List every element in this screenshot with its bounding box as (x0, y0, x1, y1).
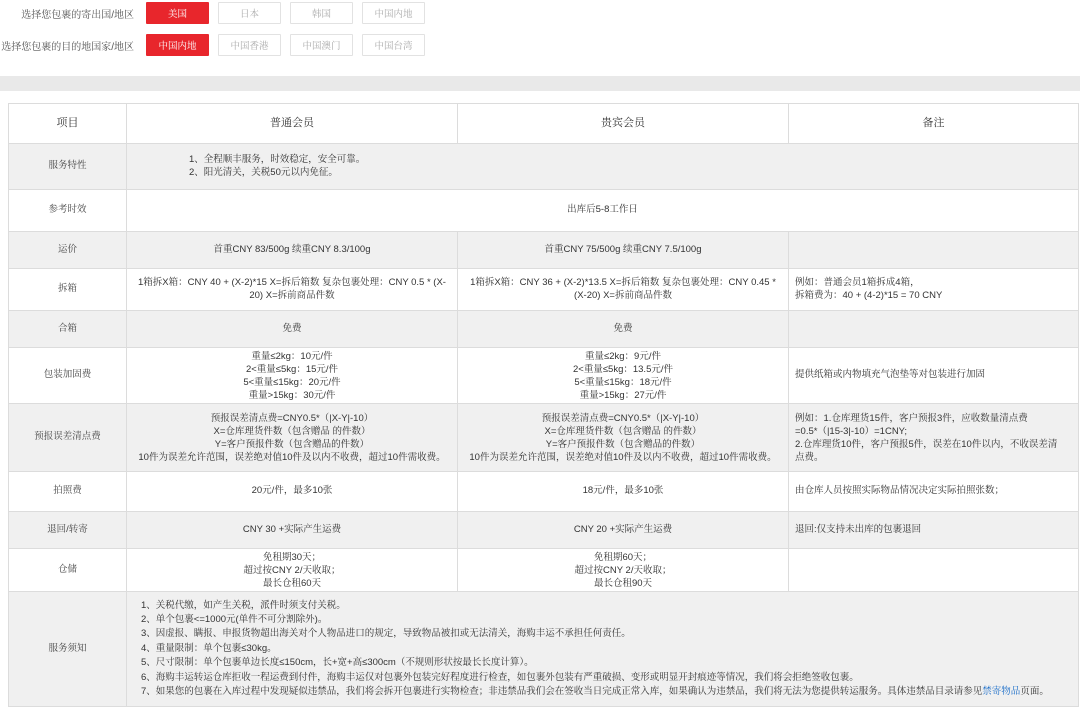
reinforce-vip (458, 348, 789, 404)
reinforce-normal (127, 348, 458, 404)
merge-vip: 免费 (458, 311, 789, 348)
service-feature-line: 2、阳光清关，关税50元以内免征。 (189, 166, 338, 178)
storage-normal (127, 549, 458, 592)
forecast-line: 10件为误差允许范围，误差绝对值10件及以内不收费，超过10件需收费。 (469, 451, 777, 463)
row-label: 仓储 (9, 549, 127, 592)
return-note: 退回:仅支持未出库的包裹退回 (789, 512, 1079, 549)
row-label: 包装加固费 (9, 348, 127, 404)
forecast-line: 预报误差清点费=CNY0.5*（|X-Y|-10） (210, 412, 374, 424)
notice-tail: 页面。 (1020, 686, 1049, 698)
storage-line: 最长仓租90天 (593, 577, 653, 589)
forecast-vip (458, 404, 789, 472)
freight-note (789, 232, 1079, 269)
notice-line: 6、海购丰运转运仓库拒收一程运费到付件，海购丰运仅对包裹外包装完好程度进行检查，如包裹外包装有严重破损、变形或明显开封痕迹等情况，我们将会拒绝签收包裹。 (141, 671, 859, 683)
photo-note: 由仓库人员按照实际物品情况决定实际拍照张数； (789, 472, 1079, 512)
storage-line: 最长仓租60天 (262, 577, 322, 589)
forecast-line: 10件为误差允许范围，误差绝对值10件及以内不收费，超过10件需收费。 (138, 451, 446, 463)
reinforce-line: 5<重量≤15kg：18元/件 (574, 376, 672, 388)
prohibited-items-link[interactable]: 禁寄物品 (982, 686, 1021, 698)
reinforce-line: 重量>15kg：30元/件 (248, 389, 336, 401)
notice-line: 4、重量限制：单个包裹≤30kg。 (141, 642, 277, 654)
header-item: 项目 (9, 104, 127, 144)
forecast-line: Y=客户预报件数（包含赠品的件数） (545, 438, 701, 450)
photo-normal: 20元/件，最多10张 (127, 472, 458, 512)
notice-cell (127, 592, 1079, 707)
split-normal (127, 269, 458, 311)
notice-line: 3、因虚报、瞒报、申报货物超出海关对个人物品进口的规定，导致物品被扣或无法清关，海购丰运不承担任何责任。 (141, 628, 631, 640)
split-note-line: 拆箱费为：40 + (4-2)*15 = 70 CNY (795, 289, 943, 301)
header-note: 备注 (789, 104, 1079, 144)
origin-option-korea[interactable]: 韩国 (290, 2, 353, 24)
forecast-note (789, 404, 1079, 472)
pricing-table (8, 103, 1078, 707)
origin-selector-row (0, 2, 434, 24)
row-label: 服务特性 (9, 144, 127, 190)
storage-vip (458, 549, 789, 592)
row-label: 拍照费 (9, 472, 127, 512)
notice-line: 2、单个包裹<=1000元(单件不可分割除外)。 (141, 613, 328, 625)
split-vip-line: (X-20) X=拆前商品件数 (574, 289, 672, 301)
dest-option-macau[interactable]: 中国澳门 (290, 34, 353, 56)
reinforce-line: 重量≤2kg：9元/件 (585, 350, 661, 362)
storage-line: 免租期30天； (262, 551, 322, 563)
notice-line-last (141, 685, 1074, 699)
table-header-row (9, 104, 1079, 144)
section-divider (0, 76, 1080, 91)
row-label: 退回/转寄 (9, 512, 127, 549)
origin-option-japan[interactable]: 日本 (218, 2, 281, 24)
table-row-split (9, 269, 1079, 311)
origin-label: 选择您包裹的寄出国/地区 (21, 9, 134, 21)
split-note-line: 例如：普通会员1箱拆成4箱， (795, 277, 920, 288)
notice-line: 5、尺寸限制：单个包裹单边长度≤150cm，长+宽+高≤300cm（不规则形状按最长长度计算）。 (141, 657, 534, 669)
table-row-merge (9, 311, 1079, 348)
reinforce-note: 提供纸箱或内物填充气泡垫等对包装进行加固 (789, 348, 1079, 404)
merge-note (789, 311, 1079, 348)
forecast-note-line: =0.5*（|15-3|-10）=1CNY; (795, 425, 908, 437)
dest-option-mainland[interactable]: 中国内地 (146, 34, 209, 56)
notice-line: 1、关税代缴，如产生关税，派件时须支付关税。 (141, 599, 346, 611)
split-note (789, 269, 1079, 311)
row-label: 服务须知 (9, 592, 127, 707)
service-feature-line: 1、全程顺丰服务，时效稳定，安全可靠。 (189, 154, 366, 165)
split-vip (458, 269, 789, 311)
table-row-freight (9, 232, 1079, 269)
origin-option-us[interactable]: 美国 (146, 2, 209, 24)
reinforce-line: 2<重量≤5kg：13.5元/件 (573, 363, 673, 375)
forecast-line: Y=客户预报件数（包含赠品的件数） (214, 438, 370, 450)
notice-line: 7、如果您的包裹在入库过程中发现疑似违禁品，我们将会拆开包裹进行实物检查；非违禁品我们会在签收当日完成正常入库，如果确认为违禁品，我们将无法为您提供转运服务。具体违禁品目录请参见 (141, 686, 983, 698)
table-row-storage (9, 549, 1079, 592)
table-row-notice (9, 592, 1079, 707)
forecast-line: X=仓库理货件数（包含赠品 的件数） (544, 425, 702, 437)
table-row-service-features (9, 144, 1079, 190)
table-row-forecast (9, 404, 1079, 472)
return-vip: CNY 20 +实际产生运费 (458, 512, 789, 549)
forecast-note-line: 例如：1.仓库理货15件，客户预报3件，应收数量清点费 (795, 412, 1028, 424)
row-label: 合箱 (9, 311, 127, 348)
table-row-reinforce (9, 348, 1079, 404)
row-label: 拆箱 (9, 269, 127, 311)
split-vip-line: 1箱拆X箱：CNY 36 + (X-2)*13.5 X=拆后箱数 复杂包裹处理：CNY 0.45 * (470, 277, 776, 288)
freight-vip: 首重CNY 75/500g 续重CNY 7.5/100g (458, 232, 789, 269)
header-vip-member: 贵宾会员 (458, 104, 789, 144)
reinforce-line: 2<重量≤5kg：15元/件 (245, 363, 339, 375)
service-features-cell (127, 144, 1079, 190)
table-row-photo (9, 472, 1079, 512)
forecast-line: 预报误差清点费=CNY0.5*（|X-Y|-10） (541, 412, 705, 424)
table-row-return (9, 512, 1079, 549)
destination-label: 选择您包裹的目的地国家/地区 (1, 41, 134, 53)
destination-selector-row (0, 34, 434, 56)
reinforce-line: 重量>15kg：27元/件 (579, 389, 667, 401)
storage-note (789, 549, 1079, 592)
dest-option-taiwan[interactable]: 中国台湾 (362, 34, 425, 56)
forecast-note-line: 2.仓库理货10件，客户预报5件，误差在10件以内，不收误差清 (795, 438, 1058, 450)
photo-vip: 18元/件，最多10张 (458, 472, 789, 512)
row-label: 参考时效 (9, 190, 127, 232)
row-label: 预报误差清点费 (9, 404, 127, 472)
storage-line: 免租期60天； (593, 551, 653, 563)
table-row-ref-time (9, 190, 1079, 232)
forecast-note-line: 点费。 (795, 451, 824, 463)
header-normal-member: 普通会员 (127, 104, 458, 144)
return-normal: CNY 30 +实际产生运费 (127, 512, 458, 549)
forecast-line: X=仓库理货件数（包含赠品 的件数） (213, 425, 371, 437)
forecast-normal (127, 404, 458, 472)
merge-normal: 免费 (127, 311, 458, 348)
ref-time-value: 出库后5-8工作日 (127, 190, 1079, 232)
split-normal-line: 20) X=拆前商品件数 (249, 289, 335, 301)
storage-line: 超过按CNY 2/天收取； (574, 564, 672, 576)
storage-line: 超过按CNY 2/天收取； (243, 564, 341, 576)
freight-normal: 首重CNY 83/500g 续重CNY 8.3/100g (127, 232, 458, 269)
region-selector (0, 0, 1080, 76)
row-label: 运价 (9, 232, 127, 269)
reinforce-line: 重量≤2kg：10元/件 (251, 350, 333, 362)
origin-option-mainland[interactable]: 中国内地 (362, 2, 425, 24)
reinforce-line: 5<重量≤15kg：20元/件 (243, 376, 341, 388)
split-normal-line: 1箱拆X箱：CNY 40 + (X-2)*15 X=拆后箱数 复杂包裹处理：CNY 0.5 * (X- (138, 277, 446, 288)
dest-option-hongkong[interactable]: 中国香港 (218, 34, 281, 56)
